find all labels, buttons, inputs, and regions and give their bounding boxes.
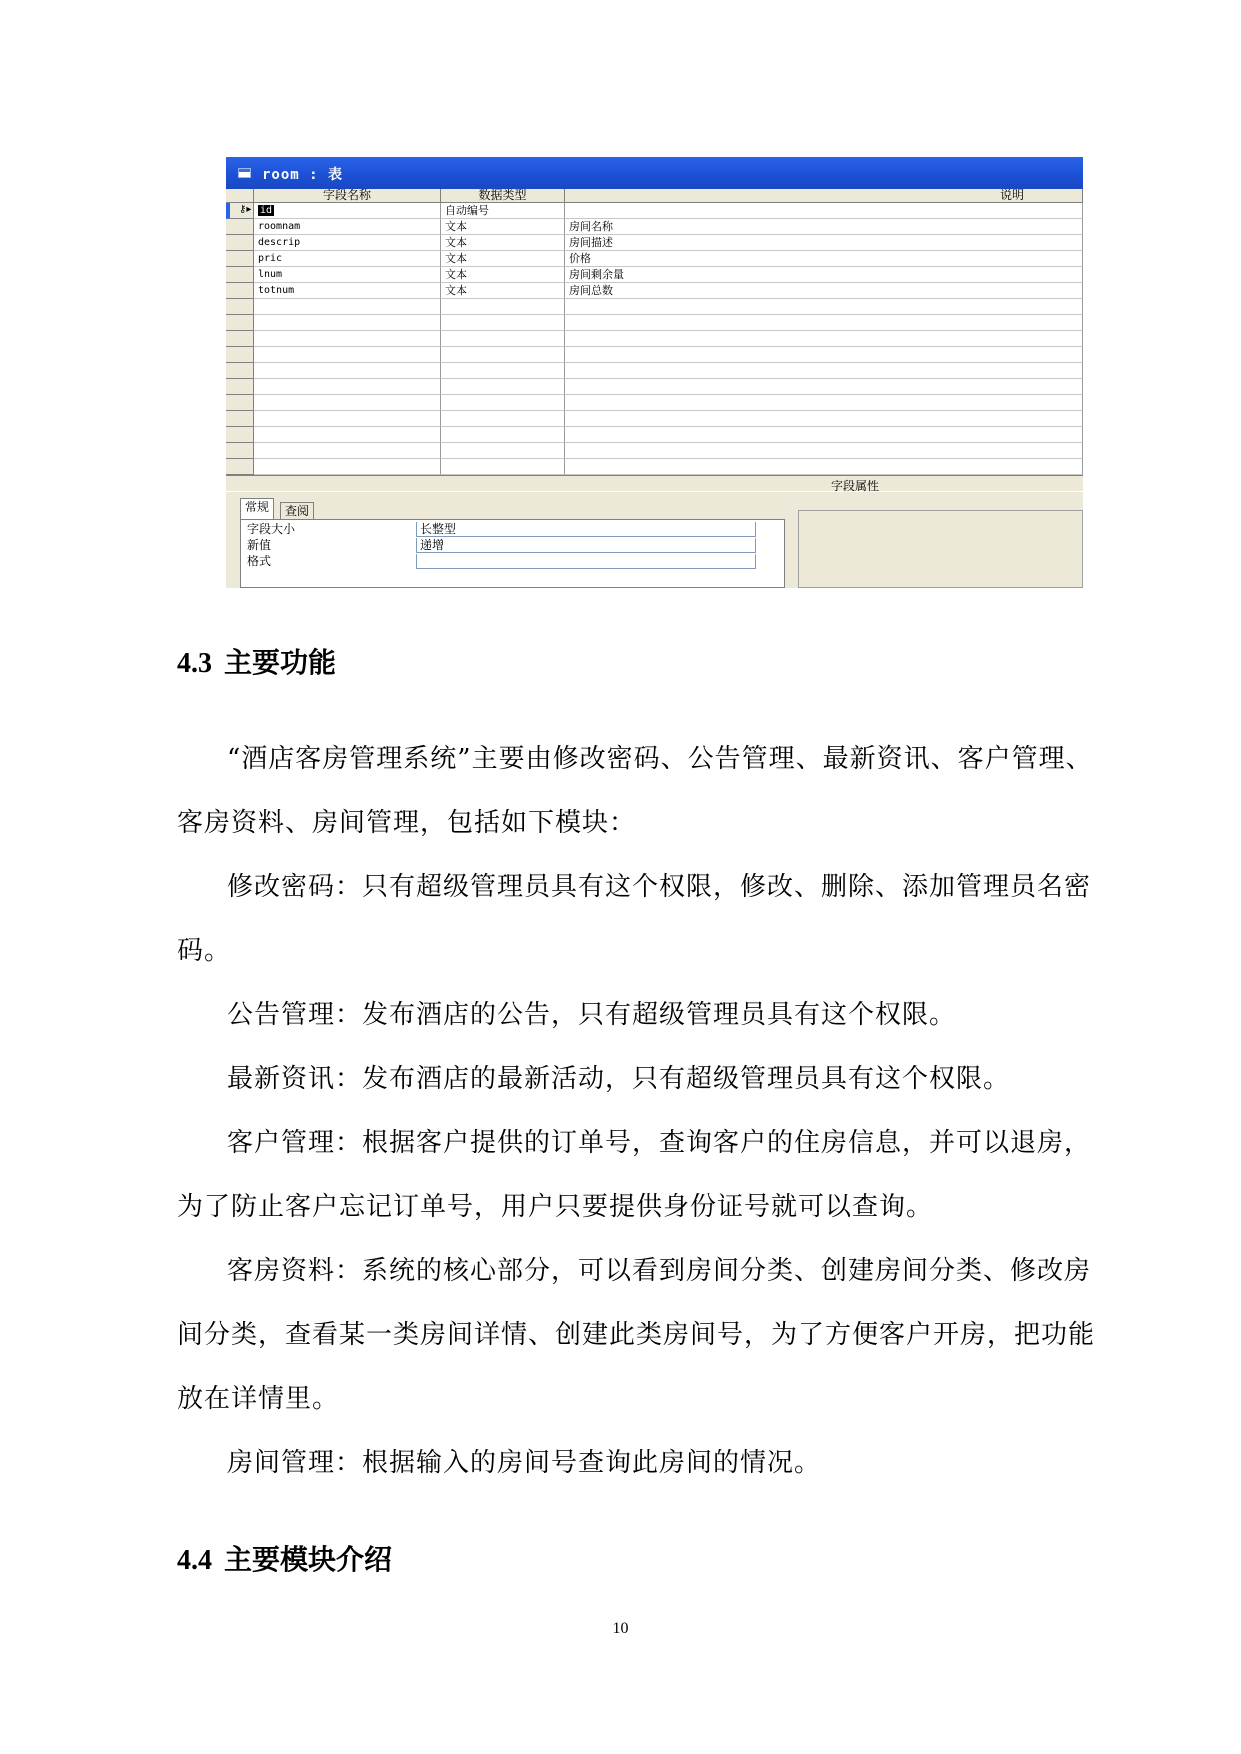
section-heading-4-4 <box>177 1540 392 1581</box>
table-design-screenshot <box>226 157 1083 588</box>
table-row-field[interactable]: id <box>254 203 441 219</box>
property-help-pane <box>798 510 1083 588</box>
empty-cell[interactable] <box>565 299 1083 315</box>
row-selector[interactable] <box>226 251 254 267</box>
section-number: 4.4 <box>177 1545 212 1576</box>
property-label: 字段大小 <box>247 522 296 536</box>
field-grid <box>226 189 1083 475</box>
section-title: 主要模块介绍 <box>224 1543 393 1576</box>
row-selector[interactable] <box>226 427 254 443</box>
paragraph-room-info: 客房资料：系统的核心部分，可以看到房间分类、创建房间分类、修改房间分类，查看某一类房间详情、创建此类房间号，为了方便客户开房，把功能放在详情里。 <box>177 1256 1096 1414</box>
paragraph-announcements: 公告管理：发布酒店的公告，只有超级管理员具有这个权限。 <box>227 1000 957 1030</box>
empty-cell[interactable] <box>254 395 441 411</box>
empty-cell[interactable] <box>565 395 1083 411</box>
section-title: 主要功能 <box>224 646 337 679</box>
row-selector[interactable] <box>226 283 254 299</box>
table-icon <box>238 168 251 178</box>
table-row-type[interactable]: 自动编号 <box>441 203 565 219</box>
empty-cell[interactable] <box>441 347 565 363</box>
field-properties-label: 字段属性 <box>831 479 880 493</box>
row-selector[interactable] <box>226 235 254 251</box>
paragraph-intro: “酒店客房管理系统”主要由修改密码、公告管理、最新资讯、客户管理、客房资料、房间管理，包括如下模块： <box>177 744 1093 838</box>
page-number: 10 <box>612 1620 629 1637</box>
column-header-description: 说明 <box>565 189 1083 203</box>
empty-cell[interactable] <box>565 459 1083 475</box>
property-label: 新值 <box>247 538 272 552</box>
row-selector[interactable] <box>226 315 254 331</box>
table-row-desc[interactable]: 房间描述 <box>565 235 1083 251</box>
empty-cell[interactable] <box>254 299 441 315</box>
table-row-desc[interactable]: 房间剩余量 <box>565 267 1083 283</box>
empty-cell[interactable] <box>565 411 1083 427</box>
table-row-type[interactable]: 文本 <box>441 283 565 299</box>
row-selector[interactable] <box>226 299 254 315</box>
empty-cell[interactable] <box>254 363 441 379</box>
row-selector[interactable] <box>226 267 254 283</box>
empty-cell[interactable] <box>565 443 1083 459</box>
empty-cell[interactable] <box>441 379 565 395</box>
empty-cell[interactable] <box>565 363 1083 379</box>
table-row-desc[interactable]: 房间总数 <box>565 283 1083 299</box>
row-selector[interactable] <box>226 347 254 363</box>
empty-cell[interactable] <box>254 379 441 395</box>
empty-cell[interactable] <box>254 411 441 427</box>
row-selector[interactable] <box>226 331 254 347</box>
table-row-desc[interactable] <box>565 203 1083 219</box>
table-row-field[interactable]: lnum <box>254 267 441 283</box>
table-row-type[interactable]: 文本 <box>441 251 565 267</box>
property-value-field-size[interactable]: 长整型 <box>416 522 756 537</box>
row-selector[interactable] <box>226 411 254 427</box>
table-row-type[interactable]: 文本 <box>441 267 565 283</box>
table-row-type[interactable]: 文本 <box>441 219 565 235</box>
empty-cell[interactable] <box>441 443 565 459</box>
empty-cell[interactable] <box>441 459 565 475</box>
empty-cell[interactable] <box>254 459 441 475</box>
paragraph-customer-management: 客户管理：根据客户提供的订单号，查询客户的住房信息，并可以退房，为了防止客户忘记订单号，用户只要提供身份证号就可以查询。 <box>177 1128 1092 1222</box>
table-row-desc[interactable]: 价格 <box>565 251 1083 267</box>
empty-cell[interactable] <box>565 347 1083 363</box>
row-selector[interactable] <box>226 443 254 459</box>
column-header-field-name: 字段名称 <box>254 189 441 203</box>
window-titlebar <box>226 157 1083 189</box>
empty-cell[interactable] <box>441 299 565 315</box>
property-value-format[interactable] <box>416 554 756 569</box>
empty-cell[interactable] <box>565 315 1083 331</box>
empty-cell[interactable] <box>565 331 1083 347</box>
column-header-data-type: 数据类型 <box>441 189 565 203</box>
empty-cell[interactable] <box>254 331 441 347</box>
empty-cell[interactable] <box>441 315 565 331</box>
table-row-desc[interactable]: 房间名称 <box>565 219 1083 235</box>
empty-cell[interactable] <box>441 331 565 347</box>
row-selector[interactable] <box>226 203 254 219</box>
empty-cell[interactable] <box>565 427 1083 443</box>
paragraph-change-password: 修改密码：只有超级管理员具有这个权限，修改、删除、添加管理员名密码。 <box>177 872 1092 966</box>
field-properties-panel <box>240 492 785 588</box>
empty-cell[interactable] <box>441 411 565 427</box>
row-selector[interactable] <box>226 395 254 411</box>
empty-cell[interactable] <box>254 347 441 363</box>
table-row-field[interactable]: pric <box>254 251 441 267</box>
window-title: room : 表 <box>262 167 344 183</box>
empty-cell[interactable] <box>441 427 565 443</box>
table-row-type[interactable]: 文本 <box>441 235 565 251</box>
section-heading-4-3 <box>177 643 336 684</box>
row-selector[interactable] <box>226 459 254 475</box>
empty-cell[interactable] <box>441 363 565 379</box>
field-properties-bar <box>226 475 1083 492</box>
property-label: 格式 <box>247 554 272 568</box>
empty-cell[interactable] <box>565 379 1083 395</box>
paragraph-room-management: 房间管理：根据输入的房间号查询此房间的情况。 <box>227 1448 822 1478</box>
paragraph-news: 最新资讯：发布酒店的最新活动，只有超级管理员具有这个权限。 <box>227 1064 1011 1094</box>
empty-cell[interactable] <box>254 427 441 443</box>
row-selector[interactable] <box>226 379 254 395</box>
row-selector-header <box>226 189 254 203</box>
empty-cell[interactable] <box>441 395 565 411</box>
empty-cell[interactable] <box>254 443 441 459</box>
primary-key-icon: ⚷▸ <box>239 204 252 215</box>
section-number: 4.3 <box>177 648 212 679</box>
row-selector[interactable] <box>226 219 254 235</box>
table-row-field[interactable]: totnum <box>254 283 441 299</box>
property-value-new-values[interactable]: 递增 <box>416 538 756 553</box>
tab-general[interactable]: 常规 <box>240 498 274 520</box>
empty-cell[interactable] <box>254 315 441 331</box>
property-list <box>240 519 785 588</box>
tab-lookup[interactable]: 查阅 <box>280 502 314 520</box>
table-row-field[interactable]: descrip <box>254 235 441 251</box>
row-selector[interactable] <box>226 363 254 379</box>
table-row-field[interactable]: roomnam <box>254 219 441 235</box>
